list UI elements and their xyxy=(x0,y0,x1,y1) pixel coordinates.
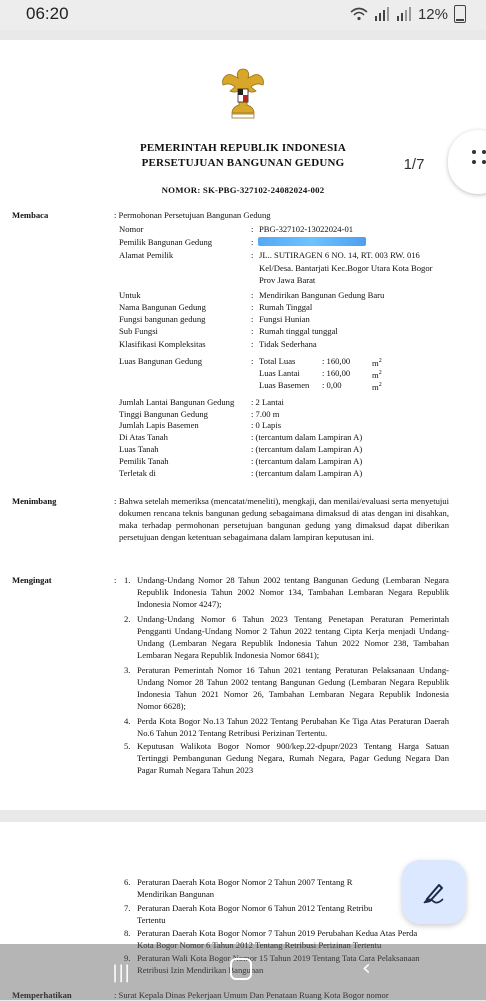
field-value: Prov Jawa Barat xyxy=(259,275,316,285)
detail-value: : 0 Lapis xyxy=(251,420,282,430)
page-indicator: 1/7 xyxy=(390,150,438,178)
detail-label: Di Atas Tanah xyxy=(119,432,168,442)
pen-icon xyxy=(421,879,447,905)
field-value: Tidak Sederhana xyxy=(259,339,317,349)
field-separator: : xyxy=(251,314,254,324)
menimbang-label: Menimbang xyxy=(12,496,57,506)
detail-value: : (tercantum dalam Lampiran A) xyxy=(251,444,363,454)
list-number: 9. xyxy=(124,953,131,963)
list-number: 6. xyxy=(124,877,131,887)
mengingat-colon: : xyxy=(114,575,117,585)
list-number: 8. xyxy=(124,928,131,938)
field-value: PBG-327102-13022024-01 xyxy=(259,224,354,234)
field-label: Fungsi bangunan gedung xyxy=(119,314,206,324)
luas-value: : 160,00 xyxy=(322,368,351,378)
list-number: 3. xyxy=(124,665,131,675)
memperhatikan-label: Memperhatikan xyxy=(12,990,72,1000)
field-label: Alamat Pemilik xyxy=(119,250,174,260)
membaca-label: Membaca xyxy=(12,210,49,220)
luas-unit-superscript: 2 xyxy=(378,358,382,364)
list-number: 2. xyxy=(124,614,131,624)
luas-name: Luas Lantai xyxy=(259,368,300,378)
field-separator: : xyxy=(251,326,254,336)
list-item-line: Kota Bogor Nomor 6 Tahun 2012 Tentang Retribusi Perizinan Tertentu xyxy=(137,940,382,950)
signal-icon xyxy=(374,7,390,21)
field-separator: : xyxy=(251,224,254,234)
field-value: Rumah tinggal tunggal xyxy=(259,326,338,336)
list-item: Peraturan Pemerintah Nomor 16 Tahun 2021 tentang Peraturan Pelaksanaan Undang-Undang Nomor 28 Tahun 2002 tentang Bangunan Gedung (Lembaran Negara Republik Indonesia Tahun 2021 Nomor 26, Tambahan Lembaran Negara Republik Indonesia Nomor 6628); xyxy=(137,665,449,711)
field-separator: : xyxy=(251,302,254,312)
luas-label: Luas Bangunan Gedung xyxy=(119,356,203,366)
status-bar xyxy=(0,0,486,30)
luas-unit-superscript: 2 xyxy=(378,370,382,376)
list-item-line: Tertentu xyxy=(137,915,166,925)
menimbang-text: Bahwa setelah memeriksa (mencatat/meneliti), mengkaji, dan menilai/evaluasi serta menyetujui dokumen rencana teknis bangunan gedung sebagaimana dimaksud di atas dengan ini disahkan, maka terhadap permohonan persetujuan bangunan gedung yang dimaksud dapat diberikan persetujuan dengan ketentuan sebagaimana dalam lampiran keputusan ini. xyxy=(119,496,449,542)
list-number: 5. xyxy=(124,741,131,751)
detail-value: : (tercantum dalam Lampiran A) xyxy=(251,456,363,466)
field-value: JL.. SUTIRAGEN 6 NO. 14, RT. 003 RW. 016 xyxy=(259,250,420,260)
edit-button[interactable] xyxy=(402,860,466,924)
field-separator: : xyxy=(251,237,254,247)
field-label: Sub Fungsi xyxy=(119,326,158,336)
list-item: Perda Kota Bogor No.13 Tahun 2022 Tentang Perubahan Ke Tiga Atas Peraturan Daerah No.6 Tahun 2012 Tentang Retribusi Perizinan Tertentu. xyxy=(137,716,449,738)
field-value: Kel/Desa. Bantarjati Kec.Bogor Utara Kota Bogor xyxy=(259,263,433,273)
battery-percent: 12% xyxy=(417,5,448,23)
detail-value: : 2 Lantai xyxy=(251,397,284,407)
detail-value: : (tercantum dalam Lampiran A) xyxy=(251,468,363,478)
detail-value: : 7.00 m xyxy=(251,409,280,419)
detail-label: Pemilik Tanah xyxy=(119,456,169,466)
luas-value: : 160,00 xyxy=(322,356,351,366)
detail-label: Jumlah Lantai Bangunan Gedung xyxy=(119,397,235,407)
luas-unit-text: m xyxy=(372,369,379,380)
luas-unit xyxy=(372,368,382,381)
field-separator: : xyxy=(251,339,254,349)
recent-apps-button[interactable]: ||| xyxy=(112,962,131,983)
field-label: Nomor xyxy=(119,224,144,234)
list-item-line: Peraturan Wali Kota Bogor Nomor 15 Tahun 2019 Tentang Tata Cara Pelaksanaan xyxy=(137,953,420,963)
field-value: Mendirikan Bangunan Gedung Baru xyxy=(259,290,385,300)
luas-unit xyxy=(372,380,382,393)
membaca-title: : Permohonan Persetujuan Bangunan Gedung xyxy=(114,210,271,220)
status-time: 06:20 xyxy=(26,4,69,23)
luas-unit xyxy=(372,356,382,369)
list-number: 7. xyxy=(124,903,131,913)
field-separator: : xyxy=(251,290,254,300)
doc-number: NOMOR: SK-PBG-327102-24082024-002 xyxy=(161,185,325,195)
list-item-line: Peraturan Daerah Kota Bogor Nomor 7 Tahun 2019 Perubahan Kedua Atas Perda xyxy=(137,928,418,938)
status-icons xyxy=(350,5,466,23)
battery-icon xyxy=(454,5,466,23)
luas-name: Total Luas xyxy=(259,356,296,366)
grid-dots-icon xyxy=(472,150,486,164)
list-item-line: Peraturan Daerah Kota Bogor Nomor 6 Tahun 2012 Tentang Retribu xyxy=(137,903,373,913)
list-item-line: Retribusi Izin Mendirikan Bangunan xyxy=(137,965,264,975)
list-item-line: Peraturan Daerah Kota Bogor Nomor 2 Tahun 2007 Tentang R xyxy=(137,877,353,887)
luas-value: : 0,00 xyxy=(322,380,342,390)
list-item: Undang-Undang Nomor 28 Tahun 2002 tentang Bangunan Gedung (Lembaran Negara Republik Indonesia Tahun 2002 Nomor 134, Tambahan Lembaran Negara Republik Indonesia Nomor 4247); xyxy=(137,575,449,609)
detail-label: Luas Tanah xyxy=(119,444,159,454)
wifi-icon xyxy=(350,7,368,21)
luas-sep: : xyxy=(251,356,254,366)
redacted-owner-name xyxy=(258,237,366,246)
luas-unit-superscript: 2 xyxy=(378,382,382,388)
field-label: Pemilik Bangunan Gedung xyxy=(119,237,213,247)
luas-unit-text: m xyxy=(372,357,379,368)
field-value: Rumah Tinggal xyxy=(259,302,313,312)
list-item-line: Mendirikan Bangunan xyxy=(137,889,215,899)
doc-header-2: PERSETUJUAN BANGUNAN GEDUNG xyxy=(141,157,345,169)
detail-value: : (tercantum dalam Lampiran A) xyxy=(251,432,363,442)
field-value: Fungsi Hunian xyxy=(259,314,310,324)
mengingat-label: Mengingat xyxy=(12,575,52,585)
menimbang-colon: : xyxy=(114,496,117,506)
list-item: Undang-Undang Nomor 6 Tahun 2023 Tentang Penetapan Peraturan Pemerintah Pengganti Undang-Undang Nomor 2 Tahun 2022 tentang Cipta Kerja menjadi Undang-Undang (Lembaran Negara Republik Indonesia Tahun 2022 Nomor 238, Tambahan Lembaran Negara Republik Indonesia Nomor 6841); xyxy=(137,614,449,660)
field-label: Nama Bangunan Gedung xyxy=(119,302,206,312)
field-label: Untuk xyxy=(119,290,141,300)
detail-label: Jumlah Lapis Basemen xyxy=(119,420,199,430)
back-button[interactable]: ‹ xyxy=(362,956,371,981)
signal-icon-2 xyxy=(396,7,412,21)
luas-name: Luas Basemen xyxy=(259,380,310,390)
memperhatikan-text: : Surat Kepala Dinas Pekerjaan Umum Dan Penataan Ruang Kota Bogor nomor xyxy=(114,990,389,1000)
list-item: Keputusan Walikota Bogor Nomor 900/kep.22-dpupr/2023 Tentang Harga Satuan Tertinggi Pembangunan Gedung Negara, Rumah Negara, Pagar Gedung Negara Dan Pagar Rumah Negara Tahun 2023 xyxy=(137,741,449,775)
detail-label: Tinggi Bangunan Gedung xyxy=(119,409,208,419)
list-number: 4. xyxy=(124,716,131,726)
detail-label: Terletak di xyxy=(119,468,156,478)
garuda-emblem-icon xyxy=(218,65,268,121)
home-button[interactable] xyxy=(230,958,252,980)
luas-unit-text: m xyxy=(372,381,379,392)
list-number: 1. xyxy=(124,575,131,585)
field-label: Klasifikasi Kompleksitas xyxy=(119,339,206,349)
field-separator: : xyxy=(251,250,254,260)
doc-header-1: PEMERINTAH REPUBLIK INDONESIA xyxy=(139,142,347,154)
